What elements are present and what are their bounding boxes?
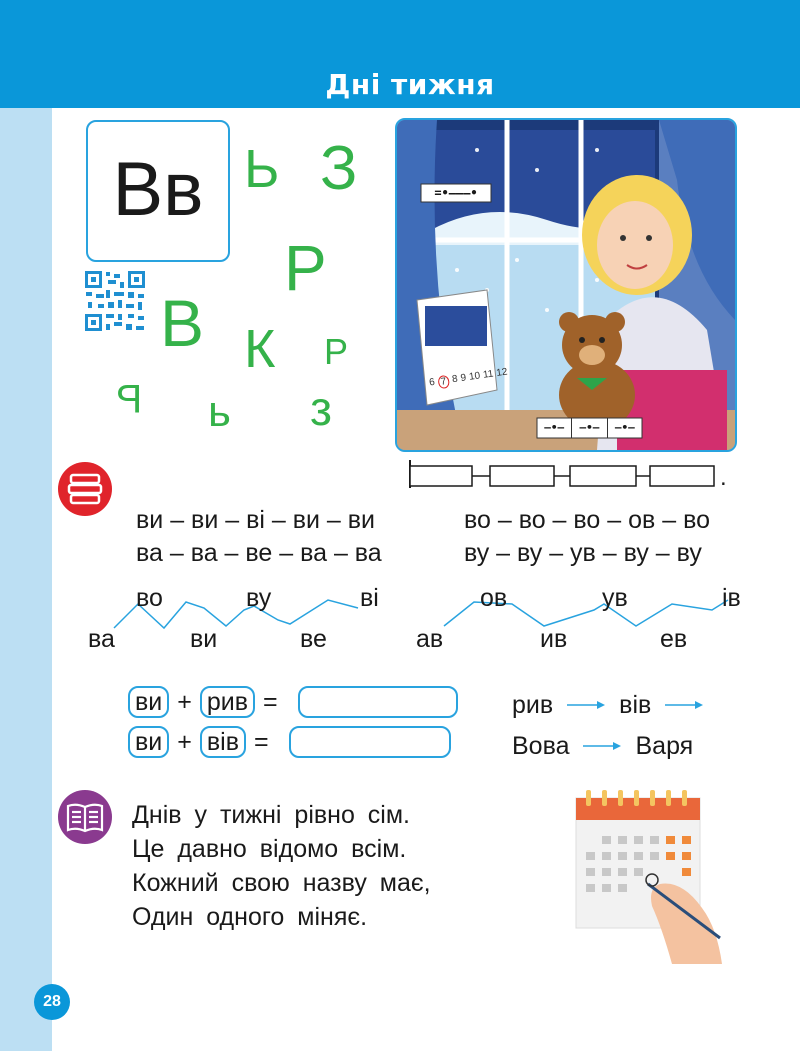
answer-box[interactable] — [289, 726, 451, 758]
illustration-girl-with-calendar — [395, 118, 737, 452]
zigzag-top-syllable: ов — [480, 584, 508, 612]
chain-word: Варя — [635, 732, 694, 760]
scheme-syllable: –•– — [614, 421, 635, 434]
answer-box[interactable] — [298, 686, 458, 718]
chain-word: вів — [619, 691, 652, 719]
syllable-row: ви – ви – ві – ви – ви — [136, 506, 376, 534]
syllable-pill: вів — [200, 726, 246, 758]
scattered-letter: З — [320, 134, 358, 203]
scattered-letter: В — [160, 286, 205, 360]
scattered-letter: Ь — [116, 376, 143, 420]
open-book-icon — [58, 790, 112, 844]
plus-sign: + — [177, 728, 192, 756]
equals-sign: = — [263, 688, 278, 716]
letter-card-text: Вв — [112, 147, 204, 232]
calendar-date: 9 — [459, 372, 467, 385]
syllable-pill: рив — [200, 686, 255, 718]
syllable-row: ва – ва – ве – ва – ва — [136, 539, 382, 567]
word-scheme-boxes — [408, 458, 720, 490]
zigzag-bottom-syllable: ав — [416, 625, 444, 653]
syllable-pill: ви — [128, 726, 169, 758]
poem-line: Кожний свою назву має, — [132, 869, 431, 897]
calendar-date: 6 — [428, 376, 436, 389]
scheme-period: . — [720, 464, 727, 491]
word-scheme-label: =•–––• — [434, 186, 478, 200]
word-scheme-label-bottom — [537, 418, 642, 438]
syllable-row: ву – ву – ув – ву – ву — [464, 539, 702, 567]
page-number: 28 — [34, 984, 70, 1020]
zigzag-top-syllable: ів — [722, 584, 741, 612]
arrow-right-icon — [665, 700, 703, 710]
page-title: Дні тижня — [325, 68, 495, 101]
equation-row — [128, 726, 451, 758]
scattered-letter: Р — [324, 331, 349, 372]
zigzag-bottom-syllable: ва — [88, 625, 115, 653]
calendar-date: 8 — [451, 373, 459, 386]
chain-word: рив — [512, 691, 554, 719]
zigzag-top-syllable: ву — [246, 584, 272, 612]
poem-line: Один одного міняє. — [132, 903, 368, 931]
zigzag-bottom-syllable: ев — [660, 625, 688, 653]
scattered-letter: ь — [208, 387, 231, 436]
scheme-syllable: –•– — [572, 418, 607, 438]
arrow-right-icon — [583, 741, 621, 751]
books-stack-icon — [58, 462, 112, 516]
poem — [132, 798, 431, 934]
poem-line: Днів у тижні рівно сім. — [132, 801, 410, 829]
qr-code-icon[interactable] — [84, 270, 146, 332]
equation-row — [128, 686, 458, 718]
syllable-pill: ви — [128, 686, 169, 718]
calendar-with-hand-illustration — [572, 788, 732, 964]
calendar-date: 10 — [468, 370, 481, 383]
zigzag-top-syllable: ув — [602, 584, 628, 612]
zigzag-top-syllable: ві — [360, 584, 379, 612]
calendar-date: 12 — [495, 366, 509, 380]
plus-sign: + — [177, 688, 192, 716]
zigzag-top-syllable: во — [136, 584, 163, 612]
calendar-date-circled: 7 — [437, 375, 450, 389]
zigzag-bottom-syllable: ви — [190, 625, 218, 653]
scattered-letter: К — [244, 319, 276, 379]
word-chain — [512, 731, 693, 761]
scattered-letter: з — [310, 383, 333, 436]
equals-sign: = — [253, 728, 269, 756]
scattered-letter: Ь — [244, 139, 280, 199]
scattered-letter: Р — [284, 232, 327, 304]
syllable-row: во – во – во – ов – во — [464, 506, 710, 534]
side-strip — [0, 108, 52, 1051]
poem-line: Це давно відомо всім. — [132, 835, 407, 863]
calendar-date: 11 — [482, 368, 495, 381]
arrow-right-icon — [567, 700, 605, 710]
zigzag-bottom-syllable: ив — [540, 625, 568, 653]
zigzag-bottom-syllable: ве — [300, 625, 327, 653]
scheme-syllable: –•– — [537, 418, 572, 438]
word-chain — [512, 690, 703, 720]
chain-word: Вова — [512, 732, 570, 760]
